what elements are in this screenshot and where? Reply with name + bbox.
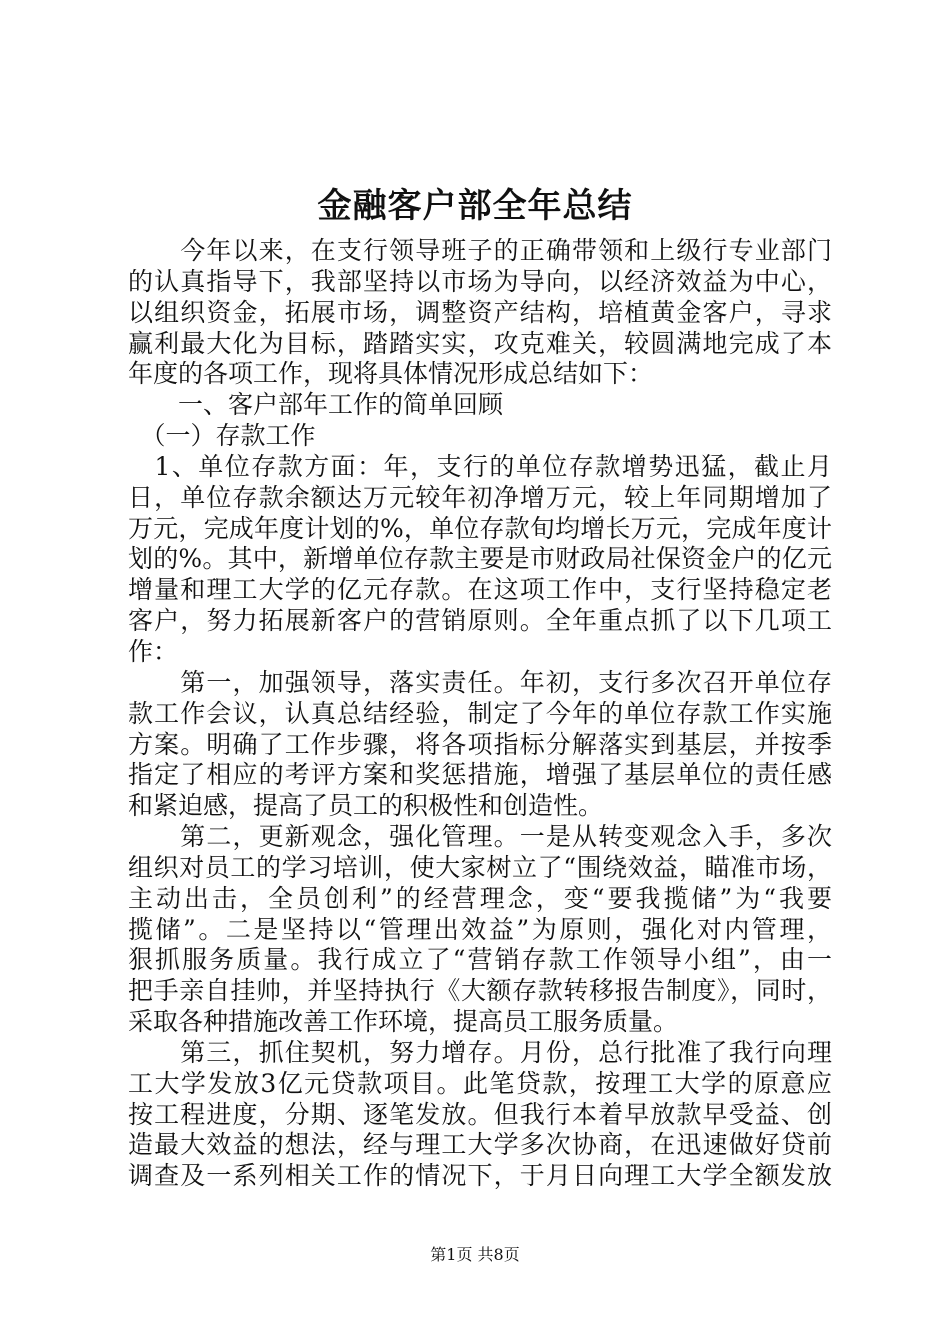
body-line: 赢利最大化为目标，踏踏实实，攻克难关，较圆满地完成了本 xyxy=(128,328,832,358)
document-body xyxy=(128,236,832,1192)
body-line: 指定了相应的考评方案和奖惩措施，增强了基层单位的责任感 xyxy=(128,760,832,790)
body-line: 第一，加强领导，落实责任。年初，支行多次召开单位存 xyxy=(128,667,832,697)
body-line: 划的%。其中，新增单位存款主要是市财政局社保资金户的亿元 xyxy=(128,544,832,574)
body-line: 组织对员工的学习培训，使大家树立了“围绕效益，瞄准市场， xyxy=(128,852,832,882)
body-line: 作： xyxy=(128,636,179,666)
body-line: 采取各种措施改善工作环境，提高员工服务质量。 xyxy=(128,1007,679,1037)
body-line: 1、单位存款方面：年，支行的单位存款增势迅猛，截止月 xyxy=(128,451,832,481)
body-line: 的认真指导下，我部坚持以市场为导向，以经济效益为中心， xyxy=(128,266,832,296)
body-line: 年度的各项工作，现将具体情况形成总结如下： xyxy=(128,359,654,389)
body-line: 客户，努力拓展新客户的营销原则。全年重点抓了以下几项工 xyxy=(128,606,832,636)
body-line: 把手亲自挂帅，并坚持执行《大额存款转移报告制度》，同时， xyxy=(128,976,832,1006)
body-line: 工大学发放3亿元贷款项目。此笔贷款，按理工大学的原意应 xyxy=(128,1068,832,1098)
body-line: （一）存款工作 xyxy=(128,421,316,451)
body-line: 增量和理工大学的亿元存款。在这项工作中，支行坚持稳定老 xyxy=(128,575,832,605)
document-title: 金融客户部全年总结 xyxy=(317,186,633,226)
body-line: 万元，完成年度计划的%，单位存款旬均增长万元，完成年度计 xyxy=(128,513,832,543)
body-line: 揽储”。二是坚持以“管理出效益”为原则，强化对内管理， xyxy=(128,914,832,944)
body-line: 以组织资金，拓展市场，调整资产结构，培植黄金客户，寻求 xyxy=(128,297,832,327)
body-line: 日，单位存款余额达万元较年初净增万元，较上年同期增加了 xyxy=(128,482,832,512)
body-line: 调查及一系列相关工作的情况下，于月日向理工大学全额发放 xyxy=(128,1161,832,1191)
body-line: 今年以来，在支行领导班子的正确带领和上级行专业部门 xyxy=(128,236,832,265)
body-line: 方案。明确了工作步骤，将各项指标分解落实到基层，并按季 xyxy=(128,729,832,759)
body-line: 主动出击，全员创利”的经营理念，变“要我揽储”为“我要 xyxy=(128,883,832,913)
body-line: 第三，抓住契机，努力增存。月份，总行批准了我行向理 xyxy=(128,1037,832,1067)
body-line: 第二，更新观念，强化管理。一是从转变观念入手，多次 xyxy=(128,822,832,852)
body-line: 一、客户部年工作的简单回顾 xyxy=(128,390,504,420)
body-line: 狠抓服务质量。我行成立了“营销存款工作领导小组”，由一 xyxy=(128,945,832,975)
body-line: 款工作会议，认真总结经验，制定了今年的单位存款工作实施 xyxy=(128,698,832,728)
body-line: 按工程进度，分期、逐笔发放。但我行本着早放款早受益、创 xyxy=(128,1099,832,1129)
page-footer: 第1页 共8页 xyxy=(430,1245,520,1264)
body-line: 和紧迫感，提高了员工的积极性和创造性。 xyxy=(128,791,604,821)
body-line: 造最大效益的想法，经与理工大学多次协商，在迅速做好贷前 xyxy=(128,1130,832,1160)
